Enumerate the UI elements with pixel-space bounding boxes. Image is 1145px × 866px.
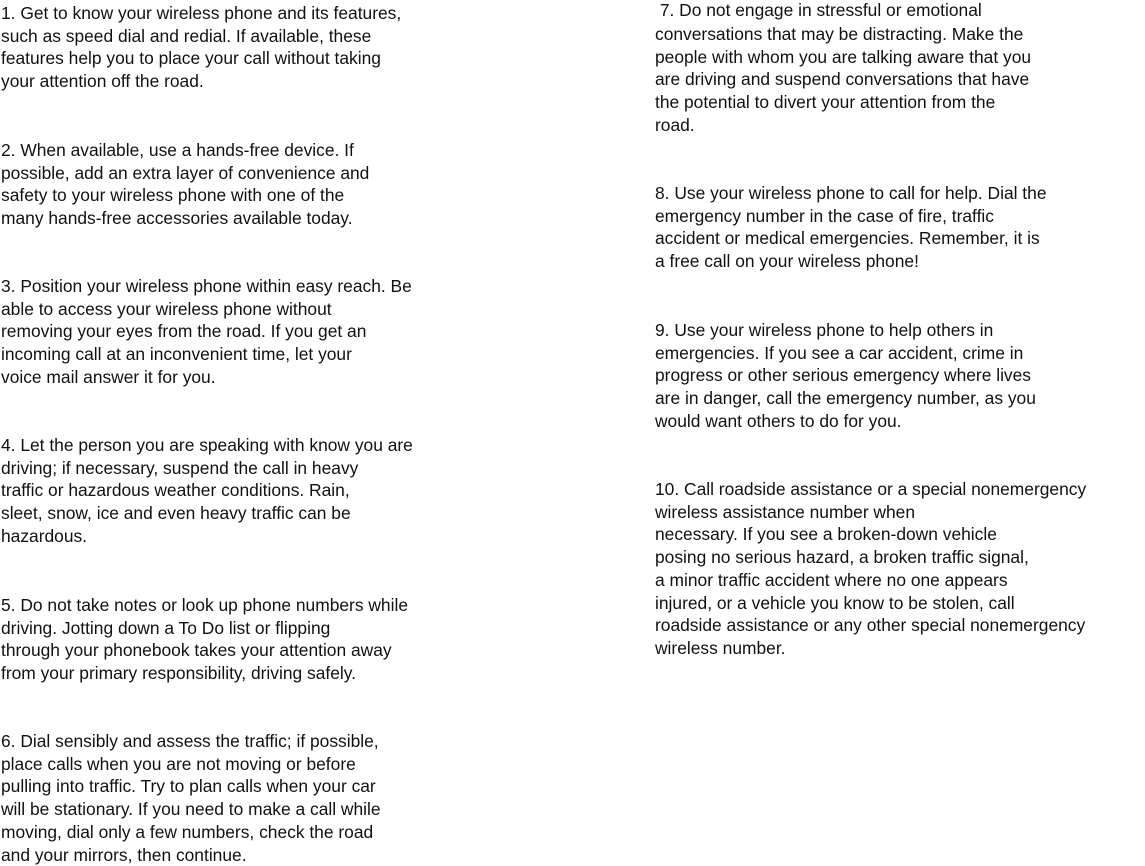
tip-line: conversations that may be distracting. Make the [655,24,1024,44]
tip-line: safety to your wireless phone with one of the [1,185,345,206]
tip-line: a minor traffic accident where no one appears [655,569,1008,590]
tip-line: many hands-free accessories available today. [1,208,353,229]
tip-line: necessary. If you see a broken-down vehicle [655,524,997,545]
tip-line: injured, or a vehicle you know to be stolen, call [655,592,1015,613]
tip-line: such as speed dial and redial. If available, these [1,25,372,46]
tip-line: emergencies. If you see a car accident, crime in [655,342,1024,363]
tip-line: are in danger, call the emergency number, as you [655,388,1036,409]
tip-line: wireless number. [655,637,786,658]
tip-line: 4. Let the person you are speaking with know you are [1,435,413,455]
tip-line: moving, dial only a few numbers, check the road [1,821,374,842]
tip-line: from your primary responsibility, driving safely. [1,663,357,684]
tip-line: possible, add an extra layer of convenience and [1,162,370,183]
tip-line: accident or medical emergencies. Remember, it is [655,228,1040,249]
tip-line: 9. Use your wireless phone to help others in [655,320,994,340]
tip-line: pulling into traffic. Try to plan calls when your car [1,776,376,797]
tip-7 [655,0,1031,137]
tip-line: road. [655,114,695,135]
tip-line: place calls when you are not moving or before [1,753,356,774]
tip-line: 10. Call roadside assistance or a special nonemergency [655,479,1087,499]
tip-line: a free call on your wireless phone! [655,251,919,272]
tip-6 [1,730,381,866]
tip-line: hazardous. [1,525,88,546]
tip-line: roadside assistance or any other special nonemergency [655,615,1086,636]
tip-line: features help you to place your call without taking [1,48,381,69]
tip-line: 7. Do not engage in stressful or emotional [655,0,982,20]
tip-5 [1,594,408,685]
tip-line: 3. Position your wireless phone within easy reach. Be [1,276,412,296]
tip-line: people with whom you are talking aware that you [655,46,1032,67]
tip-line: 8. Use your wireless phone to call for help. Dial the [655,183,1047,203]
tip-line: able to access your wireless phone without [1,298,332,319]
tip-line: your attention off the road. [1,71,204,92]
tip-line: incoming call at an inconvenient time, let your [1,344,352,365]
tip-line: would want others to do for you. [655,410,902,431]
tip-1 [1,2,401,93]
tip-line: and your mirrors, then continue. [1,844,247,865]
tip-line: will be stationary. If you need to make a call while [1,799,381,820]
tip-line: sleet, snow, ice and even heavy traffic can be [1,503,351,524]
tip-line: through your phonebook takes your attention away [1,640,392,661]
tip-line: traffic or hazardous weather conditions. Rain, [1,480,350,501]
tip-9 [655,319,1036,433]
tip-line: 5. Do not take notes or look up phone numbers while [1,595,408,615]
tip-8 [655,182,1047,273]
tip-line: progress or other serious emergency where lives [655,365,1031,386]
tip-line: are driving and suspend conversations that have [655,69,1030,90]
tip-line: emergency number in the case of fire, traffic [655,205,994,226]
tip-line: posing no serious hazard, a broken traffic signal, [655,547,1029,568]
tip-line: driving; if necessary, suspend the call in heavy [1,457,359,478]
tip-10 [655,478,1086,660]
tip-line: the potential to divert your attention from the [655,92,996,113]
tip-line: 2. When available, use a hands-free device. If [1,140,354,160]
tip-line: removing your eyes from the road. If you get an [1,321,367,342]
tip-line: voice mail answer it for you. [1,366,216,387]
tip-line: 6. Dial sensibly and assess the traffic; if possible, [1,731,379,751]
tip-line: wireless assistance number when [655,501,916,522]
tip-line: driving. Jotting down a To Do list or flipping [1,617,331,638]
tip-line: 1. Get to know your wireless phone and its features, [1,3,402,23]
tip-4 [1,434,413,548]
tip-2 [1,139,369,230]
tip-3 [1,275,412,389]
